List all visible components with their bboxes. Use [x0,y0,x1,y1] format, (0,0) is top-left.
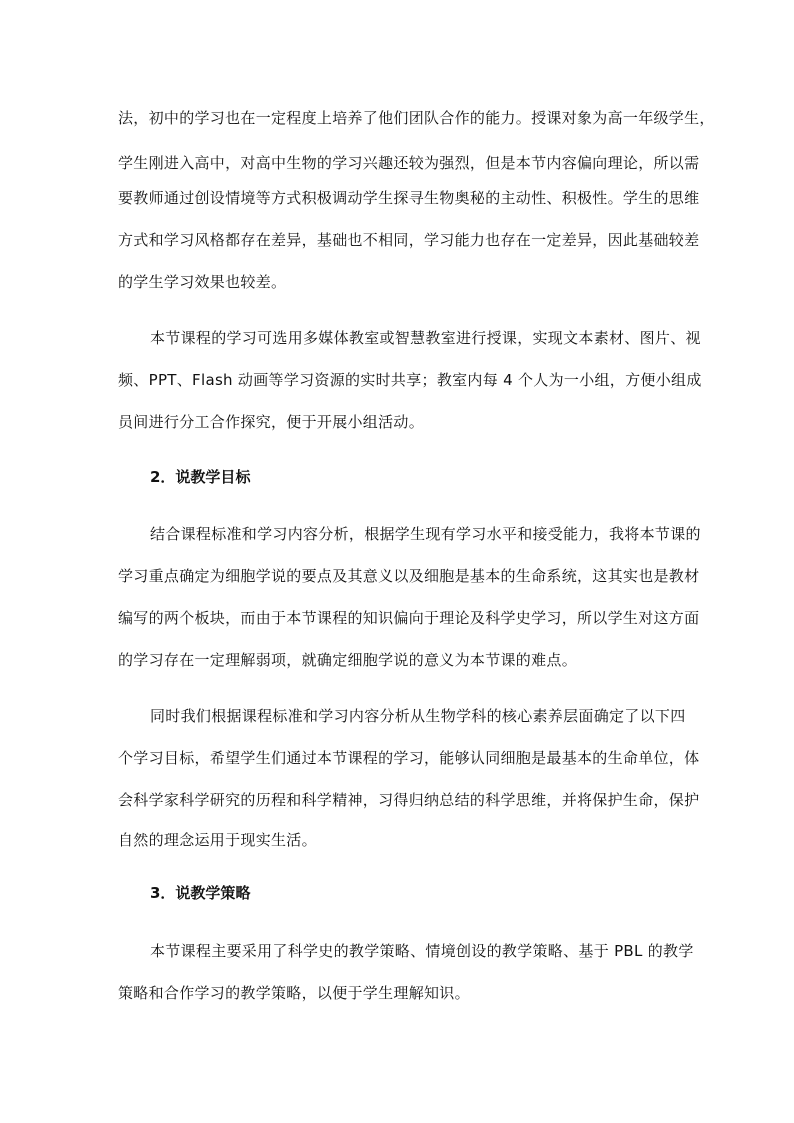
paragraph-1-line-1: 法，初中的学习也在一定程度上培养了他们团队合作的能力。授课对象为高一年级学生， [118,109,715,127]
paragraph-3-line-3: 编写的两个板块，而由于本节课程的知识偏向于理论及科学史学习，所以学生对这方面 [118,609,700,627]
paragraph-2-line-1: 本节课程的学习可选用多媒体教室或智慧教室进行授课，实现文本素材、图片、视 [150,329,701,347]
paragraph-5-line-2: 策略和合作学习的教学策略，以便于学生理解知识。 [118,984,470,1002]
paragraph-3-line-2: 学习重点确定为细胞学说的要点及其意义以及细胞是基本的生命系统，这其实也是教材 [118,567,700,585]
section-heading-teaching-goals: 2．说教学目标 [150,468,251,486]
paragraph-1-line-4: 方式和学习风格都存在差异，基础也不相同，学习能力也存在一定差异，因此基础较差 [118,231,700,249]
paragraph-4-line-2: 个学习目标，希望学生们通过本节课程的学习，能够认同细胞是最基本的生命单位，体 [118,749,700,767]
paragraph-4-line-3: 会科学家科学研究的历程和科学精神，习得归纳总结的科学思维，并将保护生命，保护 [118,791,700,809]
paragraph-3-line-4: 的学习存在一定理解弱项，就确定细胞学说的意义为本节课的难点。 [118,651,578,669]
section-heading-teaching-strategies: 3．说教学策略 [150,884,251,902]
paragraph-4-line-1: 同时我们根据课程标准和学习内容分析从生物学科的核心素养层面确定了以下四 [150,707,686,725]
paragraph-2-line-3: 员间进行分工合作探究，便于开展小组活动。 [118,413,425,431]
paragraph-5-line-1: 本节课程主要采用了科学史的教学策略、情境创设的教学策略、基于 PBL 的教学 [150,942,694,960]
paragraph-3-line-1: 结合课程标准和学习内容分析，根据学生现有学习水平和接受能力，我将本节课的 [150,525,701,543]
paragraph-2-line-2: 频、PPT、Flash 动画等学习资源的实时共享；教室内每 4 个人为一小组，方便小组成 [118,371,702,389]
paragraph-1-line-3: 要教师通过创设情境等方式积极调动学生探寻生物奥秘的主动性、积极性。学生的思维 [118,189,700,207]
paragraph-1-line-5: 的学生学习效果也较差。 [118,273,287,291]
paragraph-4-line-4: 自然的理念运用于现实生活。 [118,831,317,849]
paragraph-1-line-2: 学生刚进入高中，对高中生物的学习兴趣还较为强烈，但是本节内容偏向理论，所以需 [118,154,700,172]
